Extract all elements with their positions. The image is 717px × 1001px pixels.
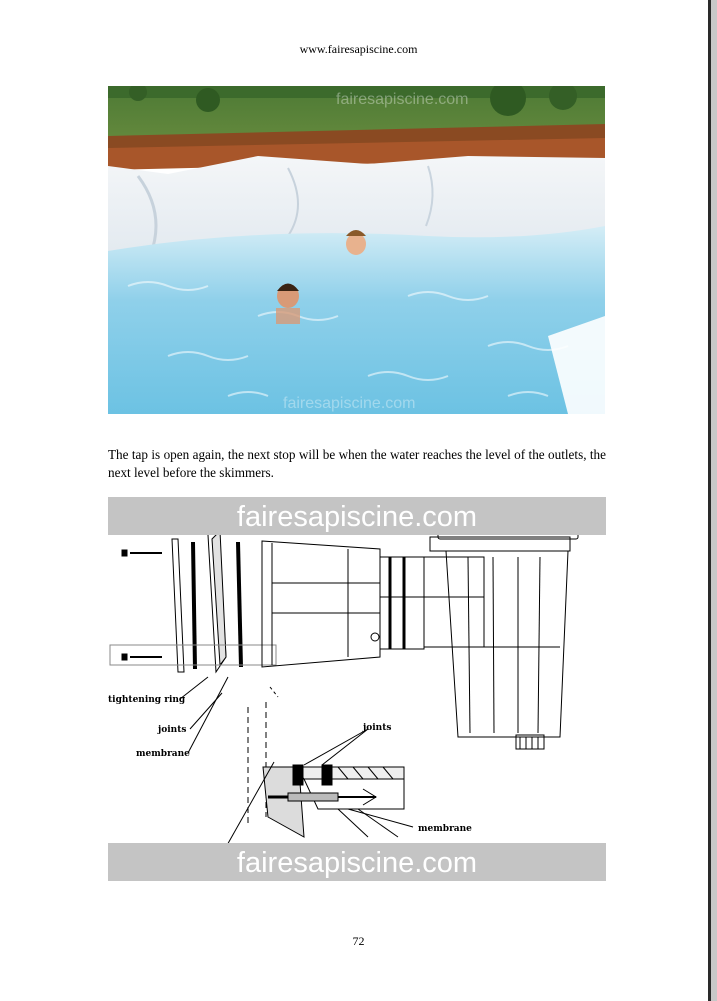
screw-bottom [122, 654, 162, 660]
screw-top [122, 550, 162, 556]
watermark-banner-top: fairesapiscine.com [108, 497, 606, 535]
pool-photo [108, 86, 605, 414]
skimmer-drawing [108, 497, 606, 882]
label-membrane: membrane [136, 749, 190, 759]
photo-watermark-top: fairesapiscine.com [336, 91, 469, 108]
page-header: www.fairesapiscine.com [299, 42, 418, 56]
label-joints-detail: joints [363, 723, 392, 733]
photo-watermark-bottom: fairesapiscine.com [283, 395, 416, 412]
label-membrane-detail: membrane [418, 824, 472, 834]
label-tightening-ring: tightening ring [108, 695, 186, 705]
skimmer-diagram [108, 497, 606, 882]
page-number: 72 [352, 934, 365, 948]
body-paragraph: The tap is open again, the next stop will be when the water reaches the level of the outlets, the next level before the skimmers. [108, 447, 606, 480]
page-edge [708, 0, 717, 1001]
label-joints: joints [158, 725, 187, 735]
watermark-banner-bottom: fairesapiscine.com [108, 843, 606, 881]
